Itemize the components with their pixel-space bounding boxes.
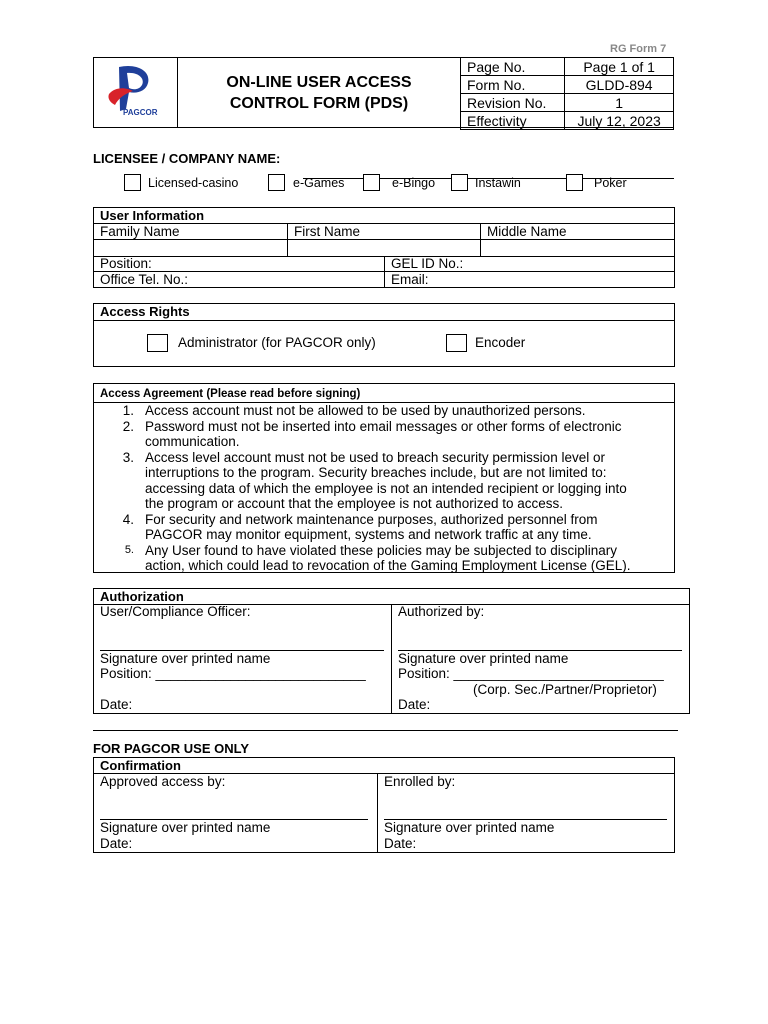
- e-games-label: e-Games: [293, 176, 345, 190]
- meta-value: July 12, 2023: [565, 112, 674, 130]
- meta-label: Revision No.: [461, 94, 565, 112]
- divider: [93, 320, 675, 321]
- licensee-label: LICENSEE / COMPANY NAME:: [93, 151, 281, 166]
- authorized-by-label: Authorized by:: [398, 604, 485, 619]
- logo-cell: [93, 57, 178, 128]
- family-name-label: Family Name: [100, 224, 180, 239]
- form-title-line1: ON-LINE USER ACCESS: [226, 73, 412, 91]
- approved-access-by-label: Approved access by:: [100, 774, 226, 789]
- agreement-text: Access level account must not be used to breach security permission level or: [145, 449, 605, 465]
- pagcor-logo-icon: [93, 57, 177, 127]
- signature-label-left: Signature over printed name: [100, 651, 271, 666]
- date-field-left[interactable]: Date:: [100, 697, 133, 712]
- enroller-signature-label: Signature over printed name: [384, 820, 555, 835]
- position-note: (Corp. Sec./Partner/Proprietor): [473, 682, 657, 697]
- agreement-item: [93, 450, 675, 512]
- encoder-label: Encoder: [475, 335, 526, 350]
- agreement-item: [93, 403, 675, 419]
- middle-name-label: Middle Name: [487, 224, 567, 239]
- divider: [377, 773, 378, 853]
- meta-label: Page No.: [461, 58, 565, 76]
- agreement-item-number: 3.: [122, 449, 134, 465]
- meta-label: Effectivity: [461, 112, 565, 130]
- agreement-text: PAGCOR may monitor equipment, systems and network traffic at any time.: [145, 527, 592, 542]
- agreement-text: Access account must not be allowed to be used by unauthorized persons.: [145, 403, 586, 418]
- gel-id-field[interactable]: GEL ID No.:: [391, 256, 464, 271]
- form-code: RG Form 7: [610, 43, 667, 55]
- poker-label: Poker: [594, 176, 627, 190]
- first-name-field[interactable]: [288, 240, 479, 255]
- date-field-right[interactable]: Date:: [398, 697, 431, 712]
- meta-label: Form No.: [461, 76, 565, 94]
- form-meta-table: [460, 57, 674, 130]
- meta-value: Page 1 of 1: [565, 58, 674, 76]
- access-agreement-title: Access Agreement (Please read before signing): [100, 388, 361, 400]
- divider: [93, 223, 675, 224]
- user-information-title: User Information: [100, 208, 205, 223]
- office-tel-field[interactable]: Office Tel. No.:: [100, 272, 189, 287]
- agreement-text: interruptions to the program. Security breaches include, but are not limited to:: [145, 465, 607, 480]
- agreement-item-number: 5.: [124, 543, 134, 556]
- encoder-checkbox[interactable]: [446, 334, 467, 352]
- e-games-checkbox[interactable]: [268, 174, 285, 191]
- family-name-field[interactable]: [94, 240, 286, 255]
- confirmation-title: Confirmation: [100, 758, 181, 773]
- user-compliance-officer-label: User/Compliance Officer:: [100, 604, 251, 619]
- middle-name-field[interactable]: [481, 240, 674, 255]
- agreement-text: communication.: [145, 434, 240, 449]
- agreement-item-number: 1.: [122, 403, 134, 418]
- licensed-casino-label: Licensed-casino: [148, 176, 239, 190]
- enroller-date-field[interactable]: Date:: [384, 836, 417, 851]
- access-rights-title: Access Rights: [100, 304, 190, 319]
- logo-text: PAGCOR: [123, 108, 158, 117]
- authorization-title: Authorization: [100, 589, 184, 604]
- administrator-checkbox[interactable]: [147, 334, 168, 352]
- first-name-label: First Name: [294, 224, 361, 239]
- agreement-text: Any User found to have violated these policies may be subjected to disciplinary: [145, 542, 618, 558]
- agreement-text: action, which could lead to revocation of the Gaming Employment License (GEL).: [145, 558, 631, 573]
- position-line-left[interactable]: Position: ____________________________: [100, 666, 366, 681]
- pagcor-use-heading: FOR PAGCOR USE ONLY: [93, 741, 250, 756]
- agreement-text: For security and network maintenance purposes, authorized personnel from: [145, 511, 598, 527]
- instawin-label: Instawin: [475, 176, 521, 190]
- position-field[interactable]: Position:: [100, 256, 152, 271]
- instawin-checkbox[interactable]: [451, 174, 468, 191]
- divider: [93, 730, 678, 731]
- enrolled-by-label: Enrolled by:: [384, 774, 456, 789]
- signature-label-right: Signature over printed name: [398, 651, 569, 666]
- divider: [384, 256, 385, 288]
- agreement-item: [93, 419, 675, 450]
- divider: [391, 604, 392, 714]
- agreement-item: [93, 543, 675, 574]
- agreement-item-number: 2.: [122, 418, 134, 434]
- agreement-text: accessing data of which the employee is not an intended recipient or logging into: [145, 480, 627, 496]
- agreement-text: Password must not be inserted into email messages or other forms of electronic: [145, 418, 622, 434]
- meta-value: 1: [565, 94, 674, 112]
- approver-date-field[interactable]: Date:: [100, 836, 133, 851]
- e-bingo-label: e-Bingo: [392, 176, 436, 190]
- meta-value: GLDD-894: [565, 76, 674, 94]
- form-title: [178, 57, 460, 128]
- e-bingo-checkbox[interactable]: [363, 174, 380, 191]
- agreement-item: [93, 512, 675, 543]
- email-field[interactable]: Email:: [391, 272, 429, 287]
- licensed-casino-checkbox[interactable]: [124, 174, 141, 191]
- position-line-right[interactable]: Position: ____________________________: [398, 666, 664, 681]
- agreement-list: [93, 403, 675, 574]
- poker-checkbox[interactable]: [566, 174, 583, 191]
- agreement-item-number: 4.: [122, 511, 134, 527]
- approver-signature-label: Signature over printed name: [100, 820, 271, 835]
- administrator-label: Administrator (for PAGCOR only): [178, 335, 376, 350]
- form-title-line2: CONTROL FORM (PDS): [229, 94, 409, 112]
- agreement-text: the program or account that the employee is not authorized to access.: [145, 496, 563, 511]
